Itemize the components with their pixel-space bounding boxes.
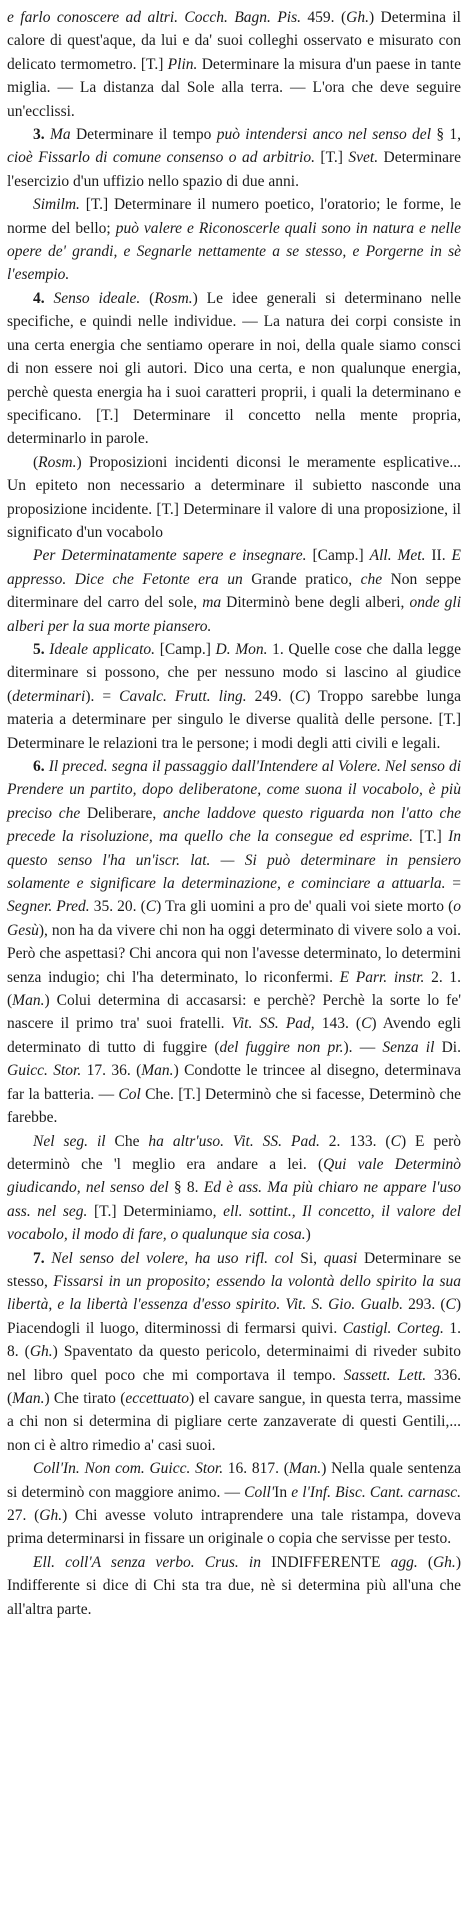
entry-coll-in: Coll'In. Non com. Guicc. Stor. 16. 817. (Man.) Nella quale sentenza si determinò con maggiore animo. — Coll'In e l'Inf. Bisc. Cant. carnasc. 27. (Gh.) Chi avesse voluto intraprendere una tale ristampa, doveva prima determinarsi in fissare un originale o copia che servisse per testo. <box>7 1460 461 1548</box>
entry-section-4: 4. Senso ideale. (Rosm.) Le idee generali si determinano nelle specifiche, e quindi nelle individue. — La natura dei corpi consiste in una certa energia che sentiamo operare in noi, della quale siamo consci di non essere noi gli autori. Dico una certa, e non qualunque energia, perchè questa energia ha i suoi caratteri proprii, i quali la determinano e specificano. [T.] Determinare il concetto nella mente propria, determinarlo in parole. <box>7 289 461 448</box>
entry-section-3: 3. Ma Determinare il tempo può intendersi anco nel senso del § 1, cioè Fissarlo di comune consenso o ad arbitrio. [T.] Svet. Determinare l'esercizio d'un uffizio nello spazio di due anni. <box>7 126 462 190</box>
entry-section-6: 6. Il preced. segna il passaggio dall'Intendere al Volere. Nel senso di Prendere un partito, dopo deliberatone, come suona il vocabolo, è più preciso che Deliberare, anche laddove questo riguarda non l'atto che precede la risoluzione, ma quello che la consegue ed esprime. [T.] In questo senso l'ha un'iscr. lat. — Si può determinare in pensiero solamente e significare la determinazione, e cominciare a attuarla. = Segner. Pred. 35. 20. (C) Tra gli uomini a pro de' quali voi siete morto (o Gesù), non ha da vivere chi non ha oggi determinato di vivere solo a voi. Però che aspettasi? Chi ancora qui non l'avesse determinato, lo determini senza indugio; chi l'ha determinato, lo riconfermi. E Parr. instr. 2. 1. (Man.) Colui determina di accasarsi: e perchè? Perchè la sorte lo fe' nascere il primo tra' suoi fratelli. Vit. SS. Pad, 143. (C) Avendo egli determinato di tutto di fuggire (del fuggire non pr.). — Senza il Di. Guicc. Stor. 17. 36. (Man.) Condotte le trincee al disegno, determinava far la batteria. — Col Che. [T.] Determinò che si facesse, Determinò che farebbe. <box>7 758 462 1127</box>
entry-similm: Similm. [T.] Determinare il numero poetico, l'oratorio; le forme, le norme del bello; può valere e Riconoscerle quali sono in natura e nelle opere de' grandi, e Segnarle nettamente a se stesso, e Porgerne in sè l'esempio. <box>7 196 461 284</box>
entry-section-5: 5. Ideale applicato. [Camp.] D. Mon. 1. Quelle cose che dalla legge diterminare si possono, che per nessuno modo si lascino al giudice (determinari). = Cavalc. Frutt. ling. 249. (C) Troppo sarebbe lunga materia a determinare per singulo le diverse qualità delle persone. [T.] Determinare le relazioni tra le persone; i modi degli atti civili e legali. <box>7 640 462 752</box>
entry-determinatamente: Per Determinatamente sapere e insegnare. [Camp.] All. Met. II. E appresso. Dice che Fetonte era un Grande pratico, che Non seppe diterminare del carro del sole, ma Diterminò bene degli alberi, onde gli alberi per la sua morte piansero. <box>7 547 461 635</box>
entry-rosm-incidenti: (Rosm.) Proposizioni incidenti diconsi le meramente esplicative... Un epiteto non necessario a determinare il subietto nasconde una proposizione incidente. [T.] Determinare il valore di una proposizione, il significato d'un vocabolo <box>7 453 461 541</box>
entry-continuation: e farlo conoscere ad altri. Cocch. Bagn. Pis. 459. (Gh.) Determina il calore di quest'aque, da lui e da' suoi colleghi osservato e misurato con delicato termometro. [T.] Plin. Determinare la misura d'un paese in tante miglia. — La distanza dal Sole alla terra. — L'ora che deve seguire un'ecclissi. <box>7 9 461 120</box>
entry-section-7: 7. Nel senso del volere, ha uso rifl. col Si, quasi Determinare se stesso, Fissarsi in un proposito; essendo la volontà dello spirito la sua libertà, e la libertà l'essenza d'esso spirito. Vit. S. Gio. Gualb. 293. (C) Piacendogli il luogo, diterminossi di fermarsi quivi. Castigl. Corteg. 1. 8. (Gh.) Spaventato da questo pericolo, determinaimi di riveder subito nel libro quel poco che mi comportava il tempo. Sassett. Lett. 336. (Man.) Che tirato (eccettuato) el cavare sangue, in questa terra, massime a chi non si determina di pigliare certe zanzaverate di questi Gentili,... non ci è altro rimedio a' casi suoi. <box>7 1249 462 1454</box>
entry-ell-coll-a: Ell. coll'A senza verbo. Crus. in INDIFFERENTE agg. (Gh.) Indifferente si dice di Chi sta tra due, nè si determina più all'una che all'altra parte. <box>7 1553 461 1618</box>
entry-nel-seg-che: Nel seg. il Che ha altr'uso. Vit. SS. Pad. 2. 133. (C) E però determinò che 'l meglio era andare a lei. (Qui vale Determinò giudicando, nel senso del § 8. Ed è ass. Ma più chiaro ne appare l'uso ass. nel seg. [T.] Determiniamo, ell. sottint., Il concetto, il valore del vocabolo, il modo di fare, o qualunque sia cosa.) <box>7 1132 462 1244</box>
